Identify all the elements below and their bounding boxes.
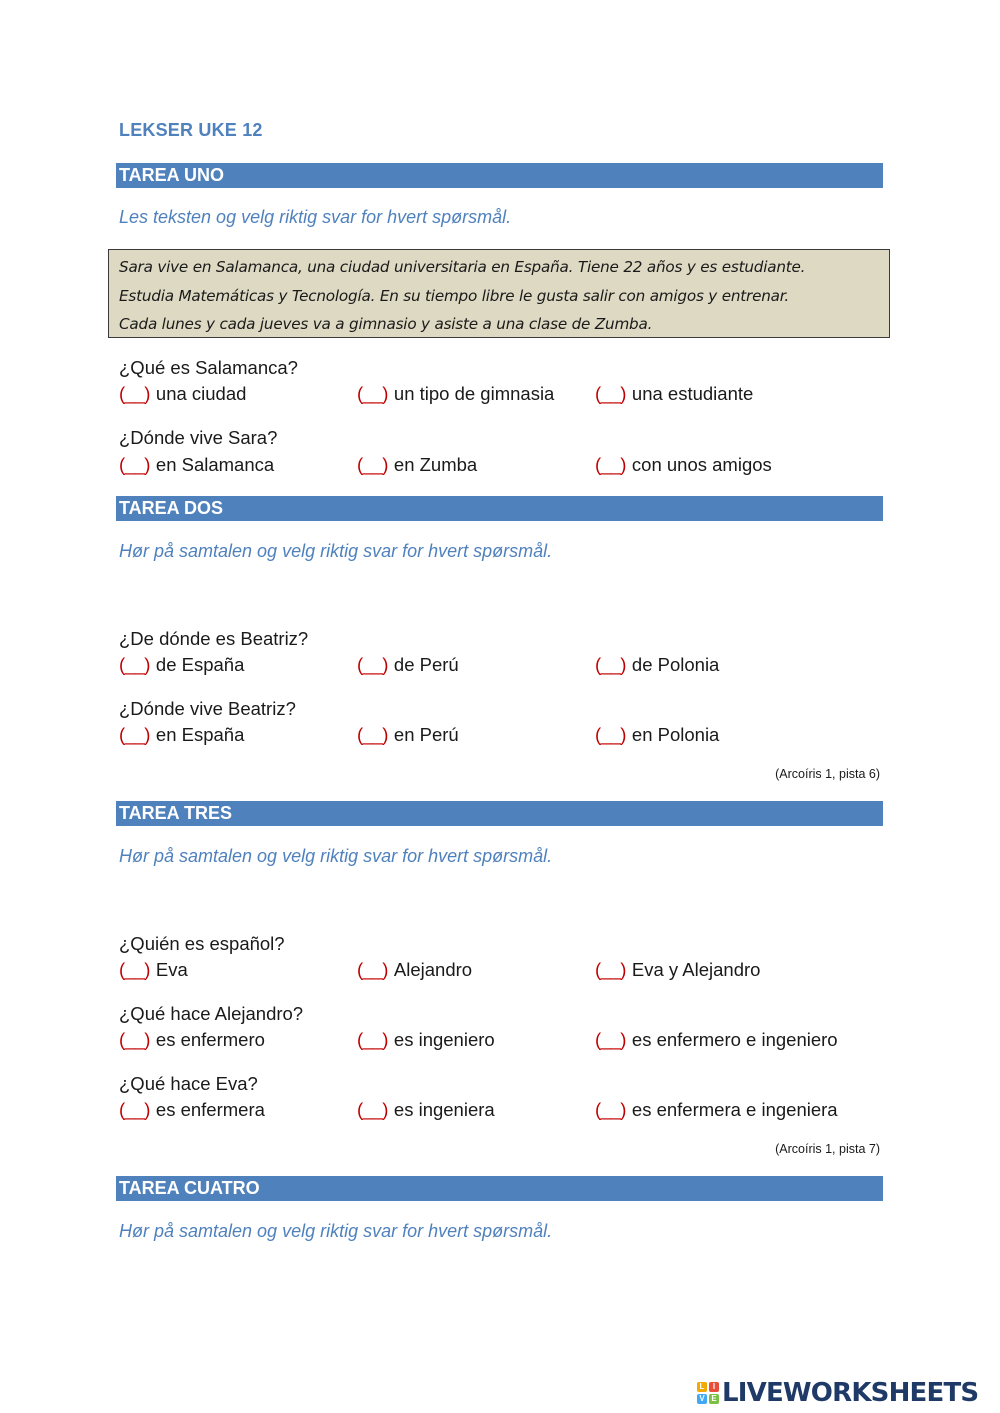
answer-option [595, 383, 753, 405]
option-label: con unos amigos [631, 454, 772, 475]
instruction-tarea-dos: Hør på samtalen og velg riktig svar for hvert spørsmål. [119, 541, 553, 561]
option-label: es ingeniera [393, 1099, 495, 1120]
option-label: de Polonia [631, 654, 720, 675]
option-label: es enfermera e ingeniera [631, 1099, 838, 1120]
answer-option [595, 1029, 838, 1051]
answer-option [119, 654, 244, 676]
answer-blank[interactable]: (__) [357, 383, 388, 404]
reading-line: Estudia Matemáticas y Tecnología. En su tiempo libre le gusta salir con amigos y entrenar. [119, 286, 790, 305]
logo-mark-letter: I [709, 1382, 719, 1392]
section-header-tarea-dos: TAREA DOS [116, 496, 883, 521]
option-label: en Perú [393, 724, 459, 745]
logo-mark-letter: E [709, 1394, 719, 1404]
answer-option [595, 654, 719, 676]
answer-option [595, 454, 772, 476]
option-label: un tipo de gimnasia [393, 383, 555, 404]
instruction-tarea-cuatro: Hør på samtalen og velg riktig svar for hvert spørsmål. [119, 1221, 553, 1241]
answer-option [119, 383, 246, 405]
page-title: LEKSER UKE 12 [119, 120, 263, 140]
logo-mark-letter: V [697, 1394, 707, 1404]
question-quien-es-espanol: ¿Quién es español? [119, 933, 285, 954]
logo-text: LIVEWORKSHEETS [722, 1378, 979, 1408]
answer-option [595, 1099, 838, 1121]
answer-option [357, 959, 472, 981]
logo-mark-letter: L [697, 1382, 707, 1392]
answer-blank[interactable]: (__) [119, 654, 150, 675]
answer-blank[interactable]: (__) [119, 454, 150, 475]
answer-blank[interactable]: (__) [595, 959, 626, 980]
answer-blank[interactable]: (__) [357, 1099, 388, 1120]
question-donde-vive-beatriz: ¿Dónde vive Beatriz? [119, 698, 296, 719]
option-label: una ciudad [155, 383, 247, 404]
section-header-tarea-tres: TAREA TRES [116, 801, 883, 826]
option-label: Eva y Alejandro [631, 959, 761, 980]
question-que-es-salamanca: ¿Qué es Salamanca? [119, 357, 298, 378]
question-que-hace-eva: ¿Qué hace Eva? [119, 1073, 258, 1094]
answer-option [595, 724, 719, 746]
answer-option [357, 1099, 495, 1121]
answer-blank[interactable]: (__) [595, 454, 626, 475]
option-label: es enfermera [155, 1099, 265, 1120]
option-label: una estudiante [631, 383, 754, 404]
liveworksheets-logo[interactable] [697, 1376, 978, 1410]
reading-line: Cada lunes y cada jueves va a gimnasio y asiste a una clase de Zumba. [119, 315, 653, 333]
answer-option [119, 1099, 265, 1121]
source-note-pista-7: (Arcoíris 1, pista 7) [775, 1142, 880, 1156]
answer-blank[interactable]: (__) [119, 1029, 150, 1050]
answer-blank[interactable]: (__) [119, 383, 150, 404]
answer-blank[interactable]: (__) [119, 1099, 150, 1120]
instruction-tarea-uno: Les teksten og velg riktig svar for hvert spørsmål. [119, 207, 512, 227]
option-label: es enfermero [155, 1029, 265, 1050]
option-label: de España [155, 654, 245, 675]
option-label: en Zumba [393, 454, 478, 475]
answer-blank[interactable]: (__) [595, 724, 626, 745]
reading-line: Sara vive en Salamanca, una ciudad universitaria en España. Tiene 22 años y es estudiante. [119, 258, 806, 276]
answer-blank[interactable]: (__) [595, 383, 626, 404]
answer-blank[interactable]: (__) [119, 959, 150, 980]
answer-blank[interactable]: (__) [357, 654, 388, 675]
answer-option [119, 1029, 265, 1051]
answer-option [357, 724, 459, 746]
answer-blank[interactable]: (__) [357, 724, 388, 745]
option-label: es enfermero e ingeniero [631, 1029, 838, 1050]
option-label: en Polonia [631, 724, 720, 745]
answer-option [357, 454, 477, 476]
option-label: en Salamanca [155, 454, 275, 475]
answer-blank[interactable]: (__) [595, 1099, 626, 1120]
source-note-pista-6: (Arcoíris 1, pista 6) [775, 767, 880, 781]
answer-option [119, 959, 188, 981]
answer-blank[interactable]: (__) [595, 1029, 626, 1050]
answer-option [595, 959, 760, 981]
logo-mark-icon [697, 1382, 719, 1404]
section-header-tarea-cuatro: TAREA CUATRO [116, 1176, 883, 1201]
option-label: Eva [155, 959, 188, 980]
answer-option [357, 1029, 495, 1051]
answer-blank[interactable]: (__) [357, 1029, 388, 1050]
option-label: en España [155, 724, 245, 745]
question-donde-vive-sara: ¿Dónde vive Sara? [119, 427, 278, 448]
answer-option [119, 724, 244, 746]
answer-blank[interactable]: (__) [119, 724, 150, 745]
answer-blank[interactable]: (__) [357, 959, 388, 980]
option-label: de Perú [393, 654, 459, 675]
section-header-tarea-uno: TAREA UNO [116, 163, 883, 188]
question-que-hace-alejandro: ¿Qué hace Alejandro? [119, 1003, 304, 1024]
answer-option [357, 383, 554, 405]
answer-blank[interactable]: (__) [357, 454, 388, 475]
answer-option [357, 654, 459, 676]
option-label: Alejandro [393, 959, 473, 980]
answer-blank[interactable]: (__) [595, 654, 626, 675]
answer-option [119, 454, 274, 476]
question-de-donde-es-beatriz: ¿De dónde es Beatriz? [119, 628, 309, 649]
option-label: es ingeniero [393, 1029, 495, 1050]
instruction-tarea-tres: Hør på samtalen og velg riktig svar for hvert spørsmål. [119, 846, 553, 866]
reading-text-box [108, 249, 890, 338]
